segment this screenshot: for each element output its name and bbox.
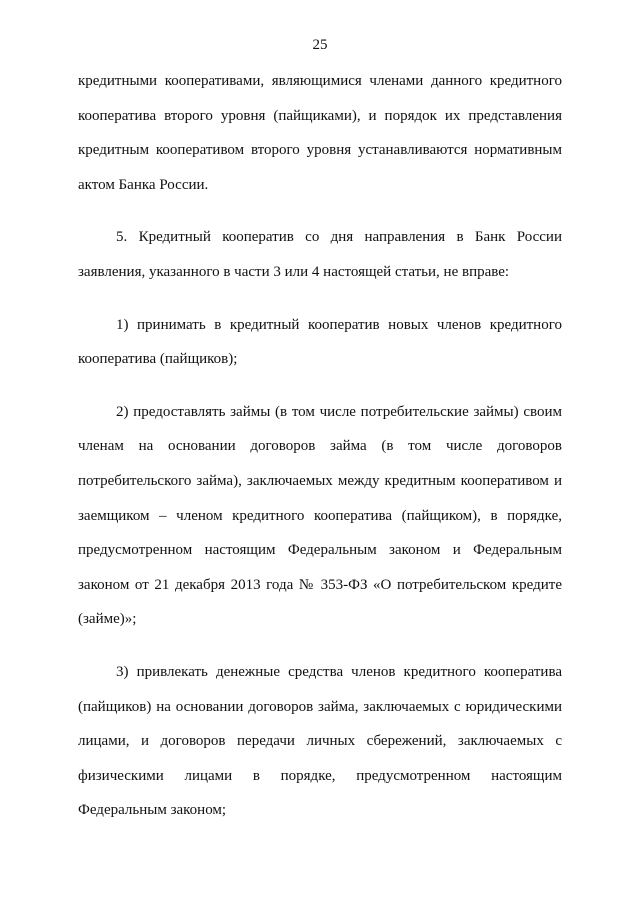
text-line: 3) привлекать денежные средства членов кредитного кооператива — [116, 663, 562, 680]
page-number: 25 — [312, 37, 328, 53]
paragraph-subitem-1 — [78, 308, 562, 377]
document-body — [78, 64, 562, 828]
text-line: Федеральным законом; — [78, 802, 227, 819]
paragraph-subitem-2 — [78, 395, 562, 637]
paragraph-gap — [78, 290, 562, 308]
text-line: кредитными кооперативами, являющимися членами данного кредитного — [78, 73, 562, 89]
text-line: физическими лицами в порядке, предусмотренном настоящим — [78, 767, 562, 784]
text-line: кредитным кооперативом второго уровня устанавливаются нормативным — [78, 142, 562, 159]
text-line: предусмотренном настоящим Федеральным законом и Федеральным — [78, 542, 562, 559]
text-line: актом Банка России. — [78, 176, 209, 193]
text-line: 1) принимать в кредитный кооператив новых членов кредитного — [116, 316, 562, 333]
text-line: кооператива (пайщиков); — [78, 351, 238, 368]
text-line: кооператива второго уровня (пайщиками), и порядок их представления — [78, 107, 562, 124]
paragraph-item-5 — [78, 220, 562, 289]
paragraph-gap — [78, 377, 562, 395]
text-line: заявления, указанного в части 3 или 4 настоящей статьи, не вправе: — [78, 263, 510, 280]
text-line: лицами, и договоров передачи личных сбережений, заключаемых с — [78, 733, 562, 750]
paragraph-subitem-3 — [78, 655, 562, 828]
paragraph-gap — [78, 637, 562, 655]
text-line: членам на основании договоров займа (в том числе договоров — [78, 438, 562, 455]
text-line: заемщиком – членом кредитного кооператива (пайщиком), в порядке, — [78, 507, 562, 524]
text-line: потребительского займа), заключаемых между кредитным кооперативом и — [78, 472, 562, 489]
paragraph-continuation — [78, 64, 562, 202]
text-line: (займе)»; — [78, 611, 137, 628]
text-line: (пайщиков) на основании договоров займа, заключаемых с юридическими — [78, 698, 562, 715]
text-line: 2) предоставлять займы (в том числе потребительские займы) своим — [116, 403, 562, 420]
paragraph-gap — [78, 202, 562, 220]
text-line: 5. Кредитный кооператив со дня направления в Банк России — [116, 229, 562, 246]
text-line: законом от 21 декабря 2013 года № 353-ФЗ «О потребительском кредите — [78, 576, 562, 593]
